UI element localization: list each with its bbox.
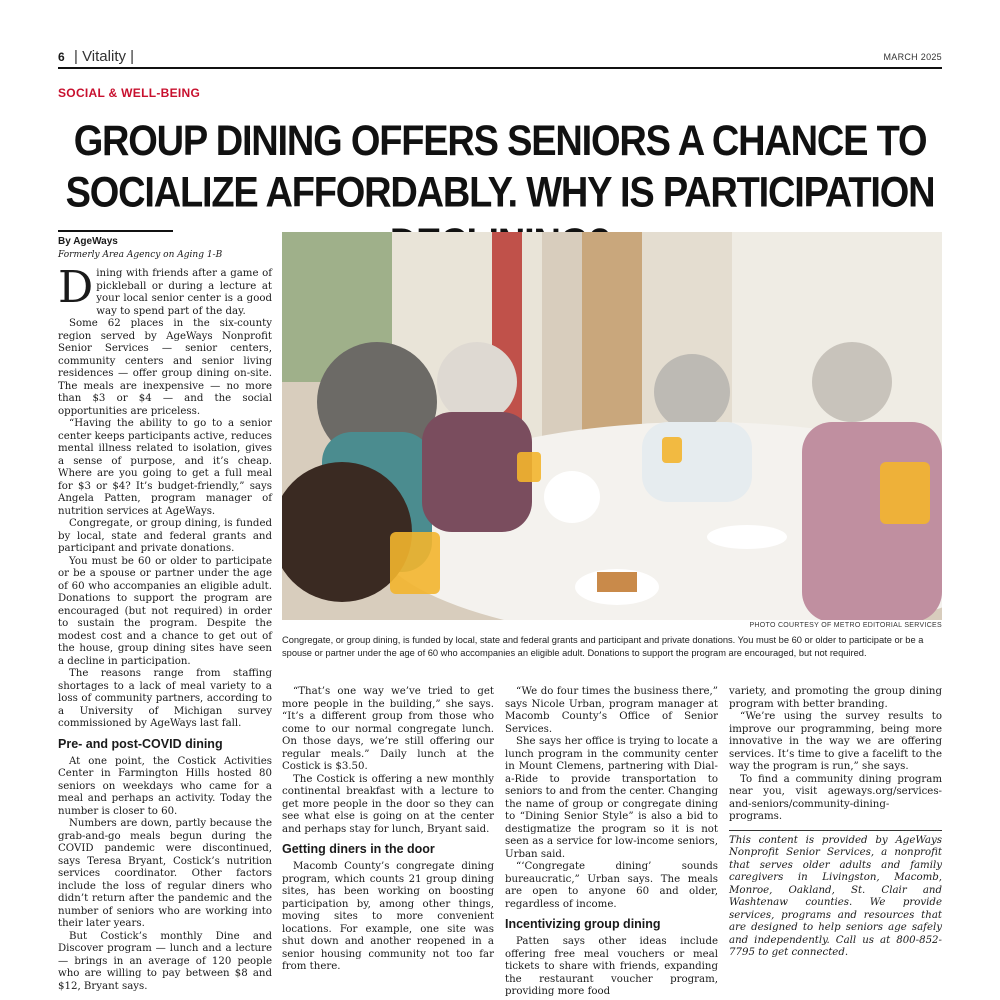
paragraph: She says her office is trying to locate a lunch program in the community center in Mount Clemens, partnering with Dial-a-Ride to provide transportation to seniors to and from the center. Changing the name of group or congregate dining to “Dining Senior Style” is also a bid to destigmatize the program so it is not seen as a service for low-income seniors, Urban said. bbox=[505, 736, 718, 860]
paragraph: Some 62 places in the six-county region served by AgeWays Nonprofit Senior Services — senior centers, community centers and senior living residences — offer group dining on-site. The meals are inexpensive — no more than $3 or $4 — and the social opportunities are priceless. bbox=[58, 318, 272, 417]
page-header bbox=[58, 48, 942, 68]
article-column-1 bbox=[58, 262, 272, 993]
section-label: Vitality bbox=[82, 48, 126, 65]
paragraph: “‘Congregate dining’ sounds bureaucratic,” Urban says. The meals are open to anyone 60 and older, regardless of income. bbox=[505, 861, 718, 910]
section-name: | Vitality | bbox=[74, 48, 135, 65]
paragraph: Patten says other ideas include offering free meal vouchers or meal tickets to share with friends, expanding the restaurant voucher program, providing more food bbox=[505, 936, 718, 997]
article-column-4 bbox=[729, 686, 942, 960]
issue-date: MARCH 2025 bbox=[883, 52, 942, 62]
paragraph: The reasons range from staffing shortages to a lack of meal variety to a loss of community partners, according to a University of Michigan survey commissioned by AgeWays last fall. bbox=[58, 668, 272, 729]
photo-caption: Congregate, or group dining, is funded by local, state and federal grants and participant and private donations. You must be 60 or older to participate or be a spouse or partner under the age of 60 who accompanies an eligible adult. Donations to support the program are encouraged, but not required. bbox=[282, 635, 924, 658]
paragraph: variety, and promoting the group dining program with better branding. bbox=[729, 686, 942, 710]
subhead: Incentivizing group dining bbox=[505, 917, 661, 931]
drop-cap: D bbox=[58, 262, 94, 313]
paragraph: “We’re using the survey results to improve our programming, being more innovative in the way we are offering services. It’s time to give a facelift to the way the program is run,” she says. bbox=[729, 711, 942, 772]
paragraph: “That’s one way we’ve tried to get more people in the building,” she says. “It’s a different group from those who come to our normal congregate lunch. On those days, we’re still offering our regular meals.” Daily lunch at the Costick is $3.50. bbox=[282, 686, 494, 772]
byline-rule bbox=[58, 230, 173, 232]
subhead: Getting diners in the door bbox=[282, 842, 435, 856]
headline: GROUP DINING OFFERS SENIORS A CHANCE TO SOCIALIZE AFFORDABLY. WHY IS PARTICIPATION bbox=[65, 118, 935, 217]
article-column-2 bbox=[282, 686, 494, 974]
paragraph: “We do four times the business there,” says Nicole Urban, program manager at Macomb County’s Office of Senior Services. bbox=[505, 686, 718, 735]
paragraph: Numbers are down, partly because the grab-and-go meals begun during the COVID pandemic were discontinued, says Teresa Bryant, Costick’s nutrition services coordinator. Other factors include the loss of regular diners who didn’t return after the pandemic and the number of seniors who are working into their later years. bbox=[58, 818, 272, 929]
paragraph: The Costick is offering a new monthly continental breakfast with a lecture to get more people in the door so they can see what else is going on at the center and perhaps stay for lunch, Bryant said. bbox=[282, 773, 494, 835]
lead-text: ining with friends after a game of pickleball or during a lecture at your local senior center is a good way to spend part of the day. bbox=[96, 268, 272, 317]
header-rule bbox=[58, 67, 942, 69]
article-photo bbox=[282, 232, 942, 620]
article-column-3 bbox=[505, 686, 718, 999]
paragraph: Macomb County’s congregate dining program, which counts 21 group dining sites, has been working on boosting participation by, among other things, moving sites to more convenient locations. For example, one site was shut down and another reopened in a senior housing community not too far from there. bbox=[282, 861, 494, 972]
paragraph: You must be 60 or older to participate or be a spouse or partner under the age of 60 who accompanies an eligible adult. Donations to support the program are encouraged (but not required) in order to sustain the program. Despite the modest cost and a chance to get out of the house, group dining sites have seen a decline in participation. bbox=[58, 555, 272, 667]
lead-paragraph bbox=[58, 262, 272, 318]
section-kicker: SOCIAL & WELL-BEING bbox=[58, 86, 201, 100]
paragraph: To find a community dining program near you, visit ageways.org/services-and-seniors/community-dining-programs. bbox=[729, 773, 942, 822]
paragraph: Congregate, or group dining, is funded by local, state and federal grants and participant and private donations. bbox=[58, 518, 272, 554]
page-number: 6 bbox=[58, 50, 65, 64]
subhead: Pre- and post-COVID dining bbox=[58, 736, 223, 751]
sponsor-tagline: This content is provided by AgeWays Nonprofit Senior Services, a nonprofit that serves older adults and family caregivers in Livingston, Macomb, Monroe, Oakland, St. Clair and Washtenaw counties. We provide services, programs and resources that are designed to help seniors age safely and independently. Call us at 800-852-7795 to get connected. bbox=[729, 830, 942, 960]
photo-credit: PHOTO COURTESY OF METRO EDITORIAL SERVICES bbox=[749, 622, 942, 629]
byline-affiliation: Formerly Area Agency on Aging 1-B bbox=[58, 250, 223, 260]
paragraph: But Costick’s monthly Dine and Discover program — lunch and a lecture — brings in an average of 120 people who are willing to pay between $8 and $12, Bryant says. bbox=[58, 930, 272, 992]
paragraph: At one point, the Costick Activities Center in Farmington Hills hosted 80 seniors on weekdays who came for a meal and perhaps an activity. Today the number is closer to 60. bbox=[58, 755, 272, 817]
seniors-dining-illustration bbox=[282, 232, 942, 620]
byline: By AgeWays bbox=[58, 236, 118, 247]
paragraph: “Having the ability to go to a senior center keeps participants active, reduces mental illness related to isolation, gives a sense of purpose, and it’s cheap. Where are you going to get a full meal for $3 or $4? It’s budget-friendly,” says Angela Patten, program manager of nutrition services at AgeWays. bbox=[58, 418, 272, 517]
